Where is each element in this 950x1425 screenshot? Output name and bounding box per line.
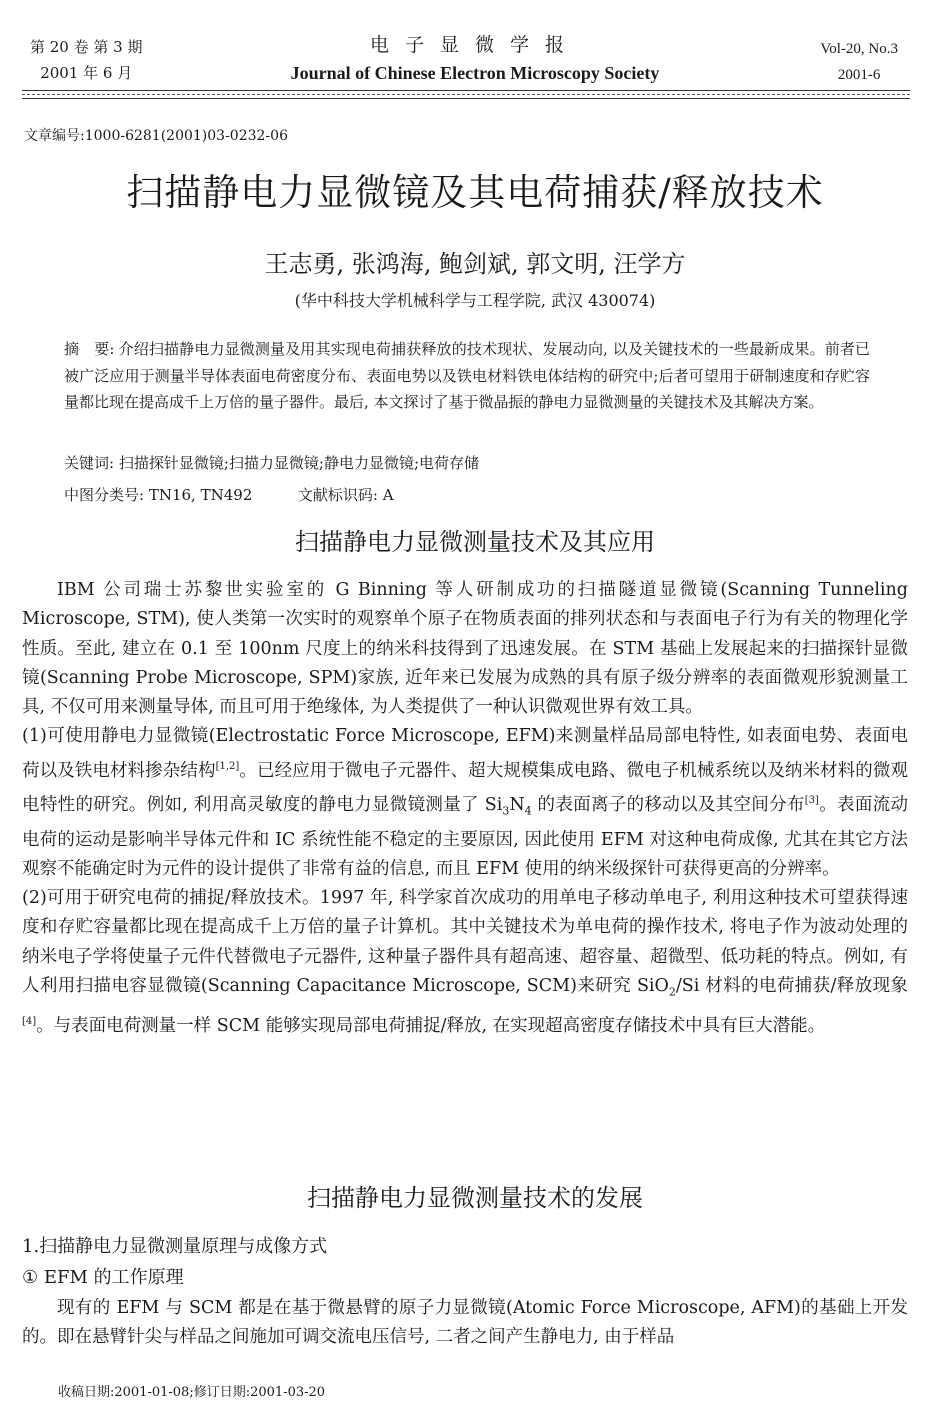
journal-name — [0, 30, 950, 84]
journal-name-cn: 电子显微学报 — [369, 34, 580, 56]
header-rule-dashed — [22, 94, 910, 95]
clc-label: 中图分类号: — [64, 486, 145, 504]
doc-code-label: 文献标识码: — [297, 486, 378, 504]
citation: [3] — [804, 794, 819, 806]
affiliation: (华中科技大学机械科学与工程学院, 武汉 430074) — [294, 291, 656, 310]
paragraph: 现有的 EFM 与 SCM 都是在基于微悬臂的原子力显微镜(Atomic Force Microscope, AFM)的基础上开发的。即在悬臂针尖与样品之间施加可调交流电压信号, 二者之间产生静电力, 由于样品 — [22, 1298, 908, 1348]
footnote-dates: 收稿日期:2001-01-08;修订日期:2001-03-20 — [58, 1385, 326, 1400]
section-heading-1: 扫描静电力显微测量技术及其应用 — [295, 528, 655, 556]
paragraph: IBM 公司瑞士苏黎世实验室的 G Binning 等人研制成功的扫描隧道显微镜(Scanning Tunneling Microscope, STM), 使人类第一次实时的观察单个原子在物质表面的排列状态和与表面电子行为有关的物理化学性质。至此, 建立在 0.1 至 100nm 尺度上的纳米科技得到了迅速发展。在 STM 基础上发展起来的扫描探针显微镜(Scanning Probe Microscope, SPM)家族, 近年来已发展为成熟的具有原子级分辨率的表面微观形貌测量工具, 不仅可用来测量导体, 而且可用于绝缘体, 为人类提供了一种认识微观世界有效工具。 — [22, 580, 908, 718]
section-heading-2: 扫描静电力显微测量技术的发展 — [307, 1184, 643, 1212]
subsection-heading: ① EFM 的工作原理 — [22, 1267, 184, 1288]
classification — [64, 484, 394, 505]
header-rule — [22, 98, 910, 99]
journal-volume-info-en — [820, 36, 898, 88]
keywords-text: 扫描探针显微镜;扫描力显微镜;静电力显微镜;电荷存储 — [118, 454, 480, 472]
clc-value: TN16, TN492 — [148, 486, 253, 504]
doc-code-value: A — [382, 486, 394, 504]
journal-name-en: Journal of Chinese Electron Microscopy Society — [290, 63, 660, 83]
abstract-label: 摘 要: — [64, 340, 115, 358]
paragraph: (1)可使用静电力显微镜(Electrostatic Force Microscope, EFM)来测量样品局部电特性, 如表面电势、表面电荷以及铁电材料掺杂结构[1,2]。已经应用于微电子元器件、超大规模集成电路、微电子机械系统以及纳米材料的微观电特性的研究。例如, 利用高灵敏度的静电力显微镜测量了 $Si_3N_4$ 的表面离子的移动以及其空间分布[3]。表面流动电荷的运动是影响半导体元件和 IC 系统性能不稳定的主要原因, 因此使用 EFM 对这种电荷成像, 尤其在其它方法观察不能确定时为元件的设计提供了非常有益的信息, 而且 EFM 使用的纳米级探针可获得更高的分辨率。 — [22, 726, 909, 879]
volume-issue-en: Vol-20, No.3 — [820, 41, 898, 57]
keywords — [64, 452, 479, 473]
keywords-label: 关键词: — [64, 454, 115, 472]
section1-body — [22, 576, 908, 1041]
citation: [4] — [22, 1015, 37, 1027]
abstract-text: 介绍扫描静电力显微测量及用其实现电荷捕获释放的技术现状、发展动向, 以及关键技术的一些最新成果。前者已被广泛应用于测量半导体表面电荷密度分布、表面电势以及铁电材料铁电体结构的研究中;后者可望用于研制速度和存贮容量都比现在提高成千上万倍的量子器件。最后, 本文探讨了基于微晶振的静电力显微测量的关键技术及其解决方案。 — [64, 340, 870, 411]
publish-date: 2001 年 6 月 — [40, 64, 133, 82]
abstract — [64, 336, 870, 416]
paper-title: 扫描静电力显微镜及其电荷捕获/释放技术 — [126, 171, 824, 214]
section2-body — [22, 1294, 908, 1353]
volume-issue: 第 20 卷 第 3 期 — [30, 38, 143, 56]
article-number: 文章编号:1000-6281(2001)03-0232-06 — [24, 128, 288, 144]
publish-date-en: 2001-6 — [837, 67, 881, 83]
citation: [1,2] — [215, 760, 240, 772]
subsection-heading: 1.扫描静电力显微测量原理与成像方式 — [22, 1236, 328, 1257]
authors: 王志勇, 张鸿海, 鲍剑斌, 郭文明, 汪学方 — [264, 250, 686, 278]
paragraph: (2)可用于研究电荷的捕捉/释放技术。1997 年, 科学家首次成功的用单电子移动单电子, 利用这种技术可望获得速度和存贮容量都比现在提高成千上万倍的量子计算机。其中关键技术为单电荷的操作技术, 将电子作为波动处理的纳米电子学将使量子元件代替微电子元器件, 这种量子器件具有超高速、超容量、超微型、低功耗的特点。例如, 有人利用扫描电容显微镜(Scanning Capacitance Microscope, SCM)来研究 SiO$_2$/Si 材料的电荷捕获/释放现象[4]。与表面电荷测量一样 SCM 能够实现局部电荷捕捉/释放, 在实现超高密度存储技术中具有巨大潜能。 — [22, 888, 908, 1036]
header-rule — [22, 90, 910, 91]
